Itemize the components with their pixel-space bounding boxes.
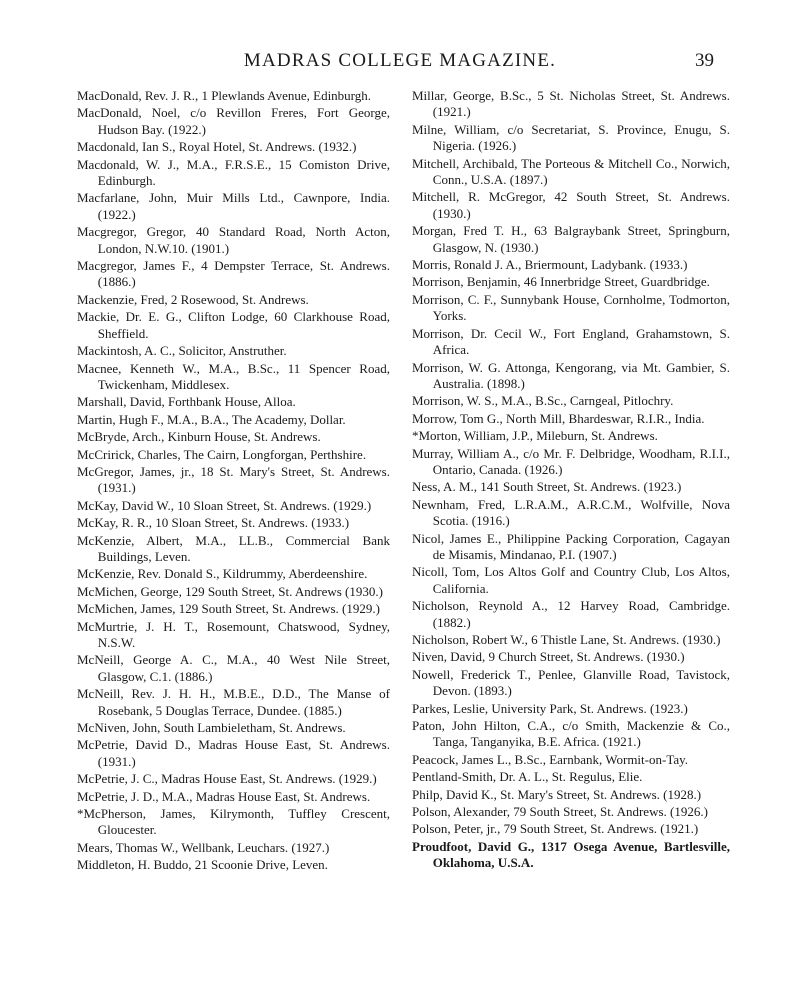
directory-entry: Mackintosh, A. C., Solicitor, Anstruther. <box>77 343 287 359</box>
directory-entry: Millar, George, B.Sc., 5 St. Nicholas Street, St. Andrews. (1921.) <box>412 88 730 120</box>
directory-entry: McGregor, James, jr., 18 St. Mary's Street, St. Andrews. (1931.) <box>77 463 390 496</box>
directory-entry: Paton, John Hilton, C.A., c/o Smith, Mackenzie & Co., Tanga, Tanganyika, B.E. Africa. (1921.) <box>412 718 730 750</box>
directory-entry: McKay, R. R., 10 Sloan Street, St. Andrews. (1933.) <box>77 515 350 531</box>
directory-entry: Mackie, Dr. E. G., Clifton Lodge, 60 Clarkhouse Road, Sheffield. <box>77 309 390 341</box>
directory-entry: McPetrie, J. D., M.A., Madras House East, St. Andrews. <box>77 788 371 804</box>
directory-entry: Morrison, W. G. Attonga, Kengorang, via Mt. Gambier, S. Australia. (1898.) <box>412 359 730 391</box>
page-header-title: MADRAS COLLEGE MAGAZINE. <box>243 50 557 71</box>
directory-entry: MacDonald, Noel, c/o Revillon Freres, Fort George, Hudson Bay. (1922.) <box>77 105 390 137</box>
directory-entry: Milne, William, c/o Secretariat, S. Province, Enugu, S. Nigeria. (1926.) <box>412 121 730 154</box>
directory-entry: Marshall, David, Forthbank House, Alloa. <box>77 394 296 410</box>
directory-entry: Martin, Hugh F., M.A., B.A., The Academy, Dollar. <box>77 411 346 427</box>
directory-entry: McMurtrie, J. H. T., Rosemount, Chatswood, Sydney, N.S.W. <box>77 618 390 650</box>
directory-entry: McNeill, George A. C., M.A., 40 West Nile Street, Glasgow, C.1. (1886.) <box>77 652 390 684</box>
directory-entry: Polson, Alexander, 79 South Street, St. Andrews. (1926.) <box>412 804 708 820</box>
directory-entry: MacDonald, Rev. J. R., 1 Plewlands Avenue, Edinburgh. <box>77 88 372 103</box>
directory-entry: McPetrie, J. C., Madras House East, St. Andrews. (1929.) <box>77 771 377 787</box>
directory-entry: Newnham, Fred, L.R.A.M., A.R.C.M., Wolfville, Nova Scotia. (1916.) <box>412 496 730 529</box>
directory-entry: Nicholson, Reynold A., 12 Harvey Road, Cambridge. (1882.) <box>412 598 730 630</box>
directory-entry: Peacock, James L., B.Sc., Earnbank, Wormit-on-Tay. <box>412 751 689 767</box>
directory-entry: Morrison, Dr. Cecil W., Fort England, Grahamstown, S. Africa. <box>412 325 730 358</box>
directory-entry: Macgregor, Gregor, 40 Standard Road, North Acton, London, N.W.10. (1901.) <box>77 224 390 256</box>
directory-entry: Mitchell, Archibald, The Porteous & Mitchell Co., Norwich, Conn., U.S.A. (1897.) <box>412 155 730 188</box>
directory-entry: *McPherson, James, Kilrymonth, Tuffley Crescent, Gloucester. <box>77 806 390 838</box>
directory-entry: Macdonald, Ian S., Royal Hotel, St. Andrews. (1932.) <box>77 139 357 155</box>
directory-entry: Niven, David, 9 Church Street, St. Andrews. (1930.) <box>412 649 685 665</box>
directory-entry: Philp, David K., St. Mary's Street, St. Andrews. (1928.) <box>412 786 702 802</box>
directory-entry: Polson, Peter, jr., 79 South Street, St. Andrews. (1921.) <box>412 821 699 837</box>
left-column <box>77 88 390 875</box>
directory-entry: McNiven, John, South Lambieletham, St. Andrews. <box>77 720 346 736</box>
directory-entry: McCririck, Charles, The Cairn, Longforgan, Perthshire. <box>77 446 367 462</box>
directory-entry: McMichen, George, 129 South Street, St. Andrews (1930.) <box>77 583 383 599</box>
directory-entry: Macdonald, W. J., M.A., F.R.S.E., 15 Comiston Drive, Edinburgh. <box>77 156 390 189</box>
directory-entry: McKenzie, Albert, M.A., LL.B., Commercial Bank Buildings, Leven. <box>77 532 390 564</box>
directory-entry: Macfarlane, John, Muir Mills Ltd., Cawnpore, India. (1922.) <box>77 190 390 222</box>
directory-entry: Morrison, C. F., Sunnybank House, Cornholme, Todmorton, Yorks. <box>412 291 730 324</box>
directory-entry: McKenzie, Rev. Donald S., Kildrummy, Aberdeenshire. <box>77 566 368 582</box>
directory-entry: Murray, William A., c/o Mr. F. Delbridge, Woodham, R.I.I., Ontario, Canada. (1926.) <box>412 445 730 477</box>
directory-entry: Morris, Ronald J. A., Briermount, Ladybank. (1933.) <box>412 257 688 273</box>
directory-entry: Macgregor, James F., 4 Dempster Terrace, St. Andrews. (1886.) <box>77 258 390 290</box>
directory-entry: McKay, David W., 10 Sloan Street, St. Andrews. (1929.) <box>77 497 372 513</box>
directory-entry: Nicoll, Tom, Los Altos Golf and Country Club, Los Altos, California. <box>412 564 730 596</box>
directory-entry: Ness, A. M., 141 South Street, St. Andrews. (1923.) <box>412 479 682 495</box>
directory-entry: McPetrie, David D., Madras House East, St. Andrews. (1931.) <box>77 737 390 769</box>
directory-entry: Nowell, Frederick T., Penlee, Glanville Road, Tavistock, Devon. (1893.) <box>412 666 730 699</box>
directory-entry: Mears, Thomas W., Wellbank, Leuchars. (1927.) <box>77 839 330 855</box>
directory-entry: Parkes, Leslie, University Park, St. Andrews. (1923.) <box>412 700 688 716</box>
page-number: 39 <box>695 50 714 71</box>
directory-entry: *Morton, William, J.P., Mileburn, St. Andrews. <box>412 428 658 444</box>
directory-entry: Pentland-Smith, Dr. A. L., St. Regulus, Elie. <box>412 769 643 785</box>
directory-entry: Macnee, Kenneth W., M.A., B.Sc., 11 Spencer Road, Twickenham, Middlesex. <box>77 360 390 392</box>
directory-entry: Nicholson, Robert W., 6 Thistle Lane, St. Andrews. (1930.) <box>412 632 721 647</box>
directory-entry: Morgan, Fred T. H., 63 Balgraybank Street, Springburn, Glasgow, N. (1930.) <box>412 223 730 255</box>
directory-entry: Mitchell, R. McGregor, 42 South Street, St. Andrews. (1930.) <box>412 189 730 221</box>
directory-entry: McNeill, Rev. J. H. H., M.B.E., D.D., The Manse of Rosebank, 5 Douglas Terrace, Dundee. (1885.) <box>77 686 390 718</box>
directory-entry: Morrison, Benjamin, 46 Innerbridge Street, Guardbridge. <box>412 274 710 290</box>
directory-entry: Mackenzie, Fred, 2 Rosewood, St. Andrews. <box>77 291 309 307</box>
directory-entry: McBryde, Arch., Kinburn House, St. Andrews. <box>77 429 321 445</box>
directory-entry: Morrow, Tom G., North Mill, Bhardeswar, R.I.R., India. <box>412 410 705 426</box>
directory-entry: Proudfoot, David G., 1317 Osega Avenue, Bartlesville, Oklahoma, U.S.A. <box>412 838 730 871</box>
directory-entry: McMichen, James, 129 South Street, St. Andrews. (1929.) <box>77 601 380 617</box>
right-column <box>412 88 730 873</box>
directory-entry: Nicol, James E., Philippine Packing Corporation, Cagayan de Misamis, Mindanao, P.I. (1907.) <box>412 530 730 562</box>
directory-entry: Middleton, H. Buddo, 21 Scoonie Drive, Leven. <box>77 857 328 873</box>
directory-entry: Morrison, W. S., M.A., B.Sc., Carngeal, Pitlochry. <box>412 393 674 409</box>
